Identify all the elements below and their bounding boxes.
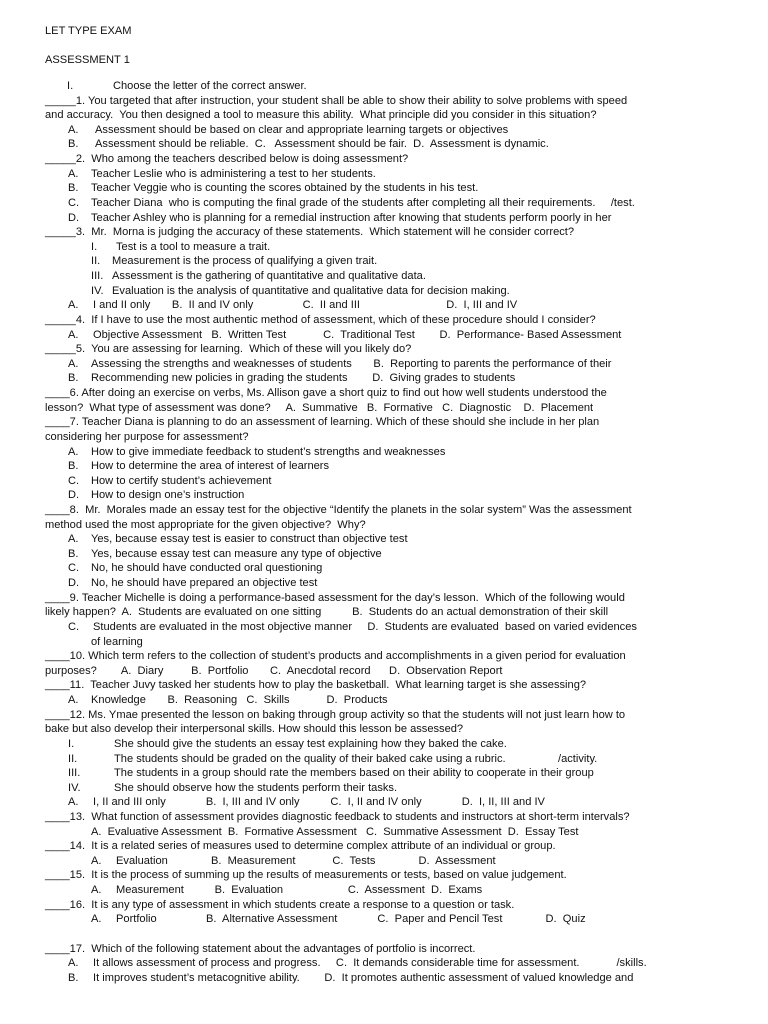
text-line: _____4. If I have to use the most authentic method of assessment, which of these procedure should I consider?	[45, 314, 596, 326]
line-text: Objective Assessment B. Written Test C. Traditional Test D. Performance- Based Assessment	[93, 329, 622, 341]
text-line: A.	[68, 694, 79, 706]
line-text: Evaluation B. Measurement C. Tests D. Assessment	[116, 855, 496, 867]
text-line: B.	[68, 182, 79, 194]
line-text: She should observe how the students perform their tasks.	[114, 782, 398, 794]
text-line: considering her purpose for assessment?	[45, 431, 249, 443]
text-line: A. Evaluative Assessment B. Formative Assessment C. Summative Assessment D. Essay Test	[91, 826, 579, 838]
text-line: of learning	[91, 636, 143, 648]
text-line: A.	[68, 299, 79, 311]
text-line: A.	[91, 884, 102, 896]
line-text: Teacher Diana who is computing the final grade of the students after completing all their requirements. /test.	[91, 197, 635, 209]
line-text: Portfolio B. Alternative Assessment C. Paper and Pencil Test D. Quiz	[116, 913, 586, 925]
line-text: I and II only B. II and IV only C. II and III D. I, III and IV	[93, 299, 518, 311]
line-text: It allows assessment of process and progress. C. It demands considerable time for assessment. /skills.	[93, 957, 647, 969]
text-line: _____2. Who among the teachers described below is doing assessment?	[45, 153, 409, 165]
text-line: likely happen? A. Students are evaluated on one sitting B. Students do an actual demonstration of their skill	[45, 606, 609, 618]
text-line: _____1. You targeted that after instruction, your student shall be able to show their ability to solve problems with speed	[45, 95, 628, 107]
line-text: Assessment should be based on clear and appropriate learning targets or objectives	[95, 124, 509, 136]
text-line: D.	[68, 489, 80, 501]
text-line: purposes? A. Diary B. Portfolio C. Anecdotal record D. Observation Report	[45, 665, 503, 677]
text-line: B.	[68, 372, 79, 384]
text-line: B.	[68, 548, 79, 560]
line-text: Assessment should be reliable. C. Assessment should be fair. D. Assessment is dynamic.	[95, 138, 549, 150]
line-text: How to give immediate feedback to student’s strengths and weaknesses	[91, 446, 446, 458]
text-line: B.	[68, 138, 79, 150]
text-line: A.	[68, 358, 79, 370]
line-text: Teacher Veggie who is counting the scores obtained by the students in his test.	[91, 182, 479, 194]
line-text: How to determine the area of interest of learners	[91, 460, 330, 472]
text-line: lesson? What type of assessment was done? A. Summative B. Formative C. Diagnostic D. Placement	[45, 402, 594, 414]
text-line: B.	[68, 460, 79, 472]
document-title: LET TYPE EXAM	[45, 25, 132, 37]
text-line: ____10. Which term refers to the collection of student’s products and accomplishments in a given period for evaluation	[45, 650, 626, 662]
line-text: How to certify student’s achievement	[91, 475, 272, 487]
text-line: ____16. It is any type of assessment in which students create a response to a question or task.	[45, 899, 515, 911]
text-line: A.	[68, 124, 79, 136]
line-text: Measurement is the process of qualifying a given trait.	[112, 255, 378, 267]
text-line: I.	[91, 241, 98, 253]
line-text: She should give the students an essay test explaining how they baked the cake.	[114, 738, 507, 750]
text-line: IV.	[68, 782, 81, 794]
text-line: ____15. It is the process of summing up the results of measurements or tests, based on value judgement.	[45, 869, 567, 881]
text-line: C.	[68, 621, 80, 633]
text-line: II.	[91, 255, 101, 267]
line-text: Assessing the strengths and weaknesses of students B. Reporting to parents the performance of their	[91, 358, 612, 370]
line-text: How to design one’s instruction	[91, 489, 245, 501]
text-line: IV.	[91, 285, 104, 297]
line-text: No, he should have prepared an objective test	[91, 577, 318, 589]
text-line: A.	[91, 855, 102, 867]
text-line: ____11. Teacher Juvy tasked her students how to play the basketball. What learning target is she assessing?	[45, 679, 587, 691]
text-line: C.	[68, 475, 80, 487]
line-text: Recommending new policies in grading the students D. Giving grades to students	[91, 372, 516, 384]
text-line: ____6. After doing an exercise on verbs, Ms. Allison gave a short quiz to find out how well students understood the	[45, 387, 607, 399]
text-line: III.	[91, 270, 104, 282]
text-line: D.	[68, 212, 80, 224]
text-line: ____12. Ms. Ymae presented the lesson on baking through group activity so that the students will not just learn how to	[45, 709, 626, 721]
line-text: Assessment is the gathering of quantitative and qualitative data.	[112, 270, 426, 282]
document-subtitle: ASSESSMENT 1	[45, 54, 130, 66]
text-line: A.	[68, 168, 79, 180]
text-line: bake but also develop their interpersonal skills. How should this lesson be assessed?	[45, 723, 464, 735]
text-line: A.	[91, 913, 102, 925]
line-text: Yes, because essay test is easier to construct than objective test	[91, 533, 408, 545]
line-text: It improves student’s metacognitive ability. D. It promotes authentic assessment of valued knowledge and	[93, 972, 634, 984]
text-line: ____8. Mr. Morales made an essay test for the objective “Identify the planets in the solar system” Was the assessment	[45, 504, 632, 516]
line-text: Students are evaluated in the most objective manner D. Students are evaluated based on varied evidences	[93, 621, 637, 633]
line-text: Teacher Ashley who is planning for a remedial instruction after knowing that students perform poorly in her	[91, 212, 612, 224]
text-line: C.	[68, 197, 80, 209]
text-line: B.	[68, 972, 79, 984]
text-line: A.	[68, 533, 79, 545]
line-text: Choose the letter of the correct answer.	[113, 80, 307, 92]
line-text: Test is a tool to measure a trait.	[116, 241, 271, 253]
line-text: Measurement B. Evaluation C. Assessment D. Exams	[116, 884, 483, 896]
line-text: No, he should have conducted oral questioning	[91, 562, 323, 574]
line-text: Evaluation is the analysis of quantitative and qualitative data for decision making.	[112, 285, 510, 297]
text-line: II.	[68, 753, 78, 765]
text-line: III.	[68, 767, 81, 779]
line-text: The students should be graded on the quality of their baked cake using a rubric. /activity.	[114, 753, 598, 765]
text-line: ____13. What function of assessment provides diagnostic feedback to students and instructors at short-term intervals?	[45, 811, 630, 823]
text-line: _____5. You are assessing for learning. Which of these will you likely do?	[45, 343, 412, 355]
text-line: I.	[68, 738, 75, 750]
text-line: A.	[68, 329, 79, 341]
line-text: I, II and III only B. I, III and IV only C. I, II and IV only D. I, II, III and IV	[93, 796, 545, 808]
text-line: C.	[68, 562, 80, 574]
text-line: A.	[68, 957, 79, 969]
text-line: ____9. Teacher Michelle is doing a performance-based assessment for the day’s lesson. Which of the following would	[45, 592, 625, 604]
text-line: ____14. It is a related series of measures used to determine complex attribute of an individual or group.	[45, 840, 556, 852]
text-line: I.	[67, 80, 74, 92]
line-text: Knowledge B. Reasoning C. Skills D. Products	[91, 694, 388, 706]
text-line: ____7. Teacher Diana is planning to do an assessment of learning. Which of these should she include in her plan	[45, 416, 600, 428]
text-line: ____17. Which of the following statement about the advantages of portfolio is incorrect.	[45, 943, 476, 955]
text-line: method used the most appropriate for the given objective? Why?	[45, 519, 366, 531]
text-line: _____3. Mr. Morna is judging the accuracy of these statements. Which statement will he consider correct?	[45, 226, 575, 238]
line-text: Teacher Leslie who is administering a test to her students.	[91, 168, 376, 180]
text-line: A.	[68, 446, 79, 458]
text-line: A.	[68, 796, 79, 808]
text-line: and accuracy. You then designed a tool to measure this ability. What principle did you consider in this situation?	[45, 109, 597, 121]
line-text: Yes, because essay test can measure any type of objective	[91, 548, 382, 560]
line-text: The students in a group should rate the members based on their ability to cooperate in their group	[114, 767, 594, 779]
text-line: D.	[68, 577, 80, 589]
